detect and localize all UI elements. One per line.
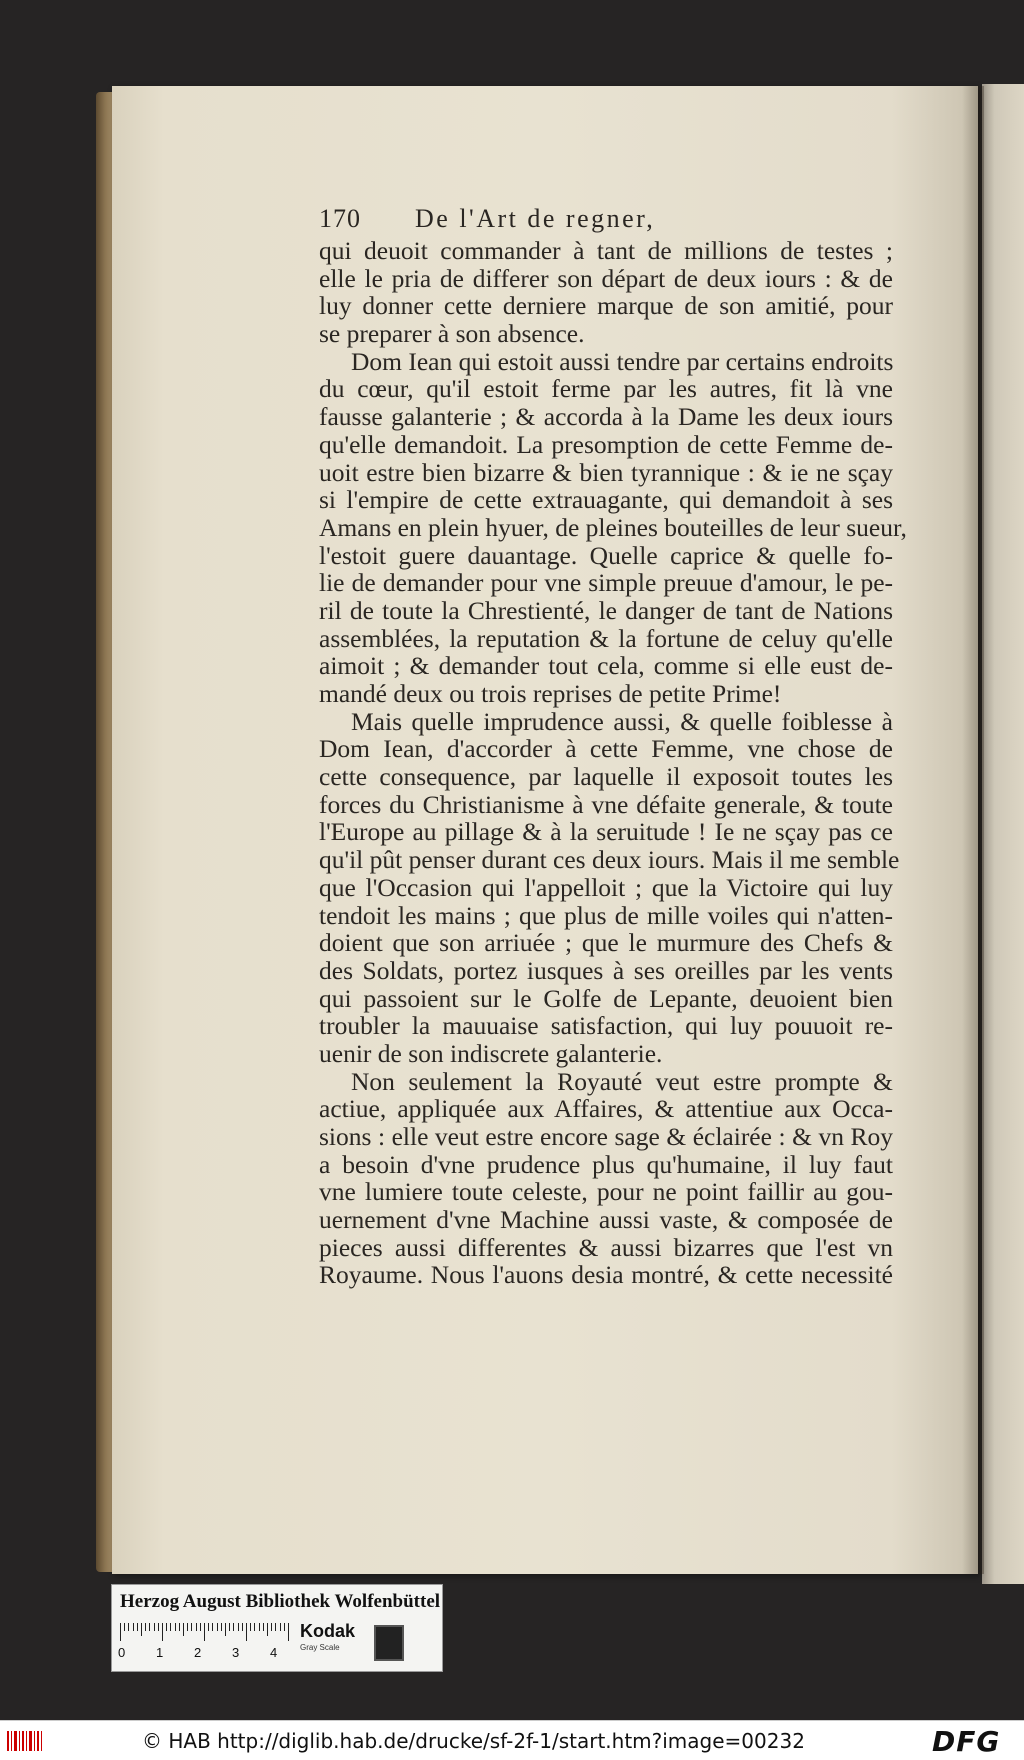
ruler-tick bbox=[267, 1623, 268, 1636]
ruler-tick bbox=[208, 1623, 209, 1631]
text-line: pieces aussi differentes & aussi bizarres que l'est vn bbox=[319, 1232, 893, 1262]
ruler-tick bbox=[120, 1623, 121, 1641]
ruler-tick bbox=[259, 1623, 260, 1631]
text-line: assemblées, la reputation & la fortune de celuy qu'elle bbox=[319, 623, 893, 653]
ruler-tick bbox=[242, 1623, 243, 1631]
text-line: mandé deux ou trois reprises de petite Prime! bbox=[319, 679, 782, 708]
text-line: des Soldats, portez iusques à ses oreilles par les vents bbox=[319, 955, 893, 985]
text-line: se preparer à son absence. bbox=[319, 319, 585, 349]
text-line: tendoit les mains ; que plus de mille voiles qui n'atten- bbox=[319, 900, 893, 930]
ruler-tick bbox=[288, 1623, 289, 1641]
text-line: uoit estre bien bizarre & bien tyrannique : & ie ne sçay bbox=[319, 457, 893, 487]
text-line: Dom Iean qui estoit aussi tendre par certains endroits bbox=[351, 346, 894, 376]
text-line: ril de toute la Chrestienté, le danger de tant de Nations bbox=[319, 595, 893, 625]
text-line: lie de demander pour vne simple preuue d'amour, le pe- bbox=[319, 568, 893, 598]
text-line: l'Europe au pillage & à la seruitude ! Ie ne sçay pas ce bbox=[319, 817, 893, 847]
ruler-tick bbox=[233, 1623, 234, 1631]
ruler-tick bbox=[158, 1623, 159, 1631]
text-line: forces du Christianisme à vne défaite generale, & toute bbox=[319, 789, 893, 819]
ruler-tick bbox=[133, 1623, 134, 1631]
scale-number: 1 bbox=[156, 1645, 164, 1660]
kodak-label: Kodak bbox=[300, 1621, 356, 1641]
ruler-tick bbox=[271, 1623, 272, 1631]
scale-number: 4 bbox=[270, 1645, 278, 1660]
ruler-tick bbox=[170, 1623, 171, 1631]
ruler-tick bbox=[225, 1623, 226, 1636]
text-line: vne lumiere toute celeste, pour ne point faillir au gou- bbox=[319, 1177, 893, 1207]
ruler-tick bbox=[280, 1623, 281, 1631]
ruler-tick bbox=[263, 1623, 264, 1631]
ruler-tick bbox=[250, 1623, 251, 1631]
text-line: doient que son arriuée ; que le murmure des Chefs & bbox=[319, 928, 893, 958]
ruler-tick bbox=[183, 1623, 184, 1636]
library-name: Herzog August Bibliothek Wolfenbüttel bbox=[120, 1591, 441, 1612]
scale-ruler bbox=[120, 1623, 290, 1641]
color-calibration-strip bbox=[111, 1584, 443, 1672]
ruler-tick bbox=[145, 1623, 146, 1631]
text-line: luy donner cette derniere marque de son amitié, pour bbox=[319, 291, 893, 321]
scale-number: 2 bbox=[194, 1645, 202, 1660]
text-line: Dom Iean, d'accorder à cette Femme, vne chose de bbox=[319, 734, 893, 764]
page-number: 170 bbox=[319, 204, 361, 233]
text-lines bbox=[319, 236, 907, 1290]
text-line: uernement d'vne Machine aussi vaste, & composée de bbox=[319, 1205, 893, 1235]
ruler-tick bbox=[187, 1623, 188, 1631]
ruler-tick bbox=[196, 1623, 197, 1631]
ruler-tick bbox=[246, 1623, 247, 1641]
ruler-tick bbox=[137, 1623, 138, 1631]
ruler-tick bbox=[212, 1623, 213, 1631]
ruler-tick bbox=[204, 1623, 205, 1641]
text-line: sions : elle veut estre encore sage & éclairée : & vn Roy bbox=[319, 1122, 893, 1151]
ruler-tick bbox=[275, 1623, 276, 1631]
ruler-tick bbox=[175, 1623, 176, 1631]
ruler-tick bbox=[141, 1623, 142, 1636]
ruler-tick bbox=[154, 1623, 155, 1631]
footer-bar bbox=[0, 1720, 1024, 1760]
ruler-tick bbox=[166, 1623, 167, 1631]
text-line: elle le pria de differer son départ de deux iours : & de bbox=[319, 263, 893, 293]
gray-scale-label: Gray Scale bbox=[300, 1643, 340, 1652]
scale-number: 0 bbox=[118, 1645, 126, 1660]
facing-page-edge bbox=[982, 84, 1024, 1584]
barcode-icon bbox=[6, 1729, 46, 1753]
ruler-tick bbox=[229, 1623, 230, 1631]
text-line: qui passoient sur le Golfe de Lepante, deuoient bien bbox=[319, 983, 893, 1013]
ruler-tick bbox=[200, 1623, 201, 1631]
text-line: Non seulement la Royauté veut estre prompte & bbox=[351, 1066, 893, 1096]
text-line: qu'elle demandoit. La presomption de cette Femme de- bbox=[319, 429, 893, 459]
ruler-tick bbox=[149, 1623, 150, 1631]
ruler-tick bbox=[284, 1623, 285, 1631]
ruler-tick bbox=[128, 1623, 129, 1631]
dfg-logo: DFG bbox=[932, 1725, 1001, 1758]
copyright-link[interactable]: © HAB http://diglib.hab.de/drucke/sf-2f-1/start.htm?image=00232 bbox=[142, 1729, 805, 1753]
text-line: a besoin d'vne prudence plus qu'humaine, il luy faut bbox=[319, 1149, 893, 1179]
ruler-tick bbox=[221, 1623, 222, 1631]
ruler-tick bbox=[238, 1623, 239, 1631]
text-line: aimoit ; & demander tout cela, comme si elle eust de- bbox=[319, 651, 893, 681]
text-line: uenir de son indiscrete galanterie. bbox=[319, 1038, 663, 1068]
ruler-tick bbox=[217, 1623, 218, 1631]
scale-number: 3 bbox=[232, 1645, 240, 1660]
gutter-shadow bbox=[962, 86, 984, 1574]
text-line: Royaume. Nous l'auons desia montré, & cette necessité bbox=[319, 1260, 893, 1290]
text-line: l'estoit guere dauantage. Quelle caprice & quelle fo- bbox=[319, 540, 893, 570]
text-line: qu'il pût penser durant ces deux iours. Mais il me semble bbox=[319, 845, 900, 875]
text-line: Mais quelle imprudence aussi, & quelle foiblesse à bbox=[351, 706, 893, 736]
text-line: que l'Occasion qui l'appelloit ; que la Victoire qui luy bbox=[319, 872, 893, 902]
text-line: cette consequence, par laquelle il exposoit toutes les bbox=[319, 762, 893, 792]
ruler-tick bbox=[124, 1623, 125, 1631]
ruler-tick bbox=[179, 1623, 180, 1631]
text-line: troubler la mauuaise satisfaction, qui luy pouuoit re- bbox=[319, 1011, 893, 1041]
text-line: fausse galanterie ; & accorda à la Dame les deux iours bbox=[319, 402, 893, 432]
scale-numbers bbox=[118, 1645, 298, 1663]
ruler-tick bbox=[254, 1623, 255, 1631]
text-line: si l'empire de cette extrauagante, qui demandoit à ses bbox=[319, 485, 893, 515]
text-line: Amans en plein hyuer, de pleines bouteilles de leur sueur, bbox=[319, 512, 907, 542]
gray-scale-patch bbox=[374, 1625, 404, 1661]
text-line: qui deuoit commander à tant de millions de testes ; bbox=[319, 236, 893, 265]
text-line: du cœur, qu'il estoit ferme par les autres, fit là vne bbox=[319, 374, 893, 404]
running-head bbox=[319, 205, 893, 237]
ruler-tick bbox=[191, 1623, 192, 1631]
page-text bbox=[319, 204, 907, 1290]
running-title: De l'Art de regner, bbox=[415, 204, 656, 233]
ruler-tick bbox=[162, 1623, 163, 1641]
text-line: actiue, appliquée aux Affaires, & attentiue aux Occa- bbox=[319, 1094, 893, 1124]
